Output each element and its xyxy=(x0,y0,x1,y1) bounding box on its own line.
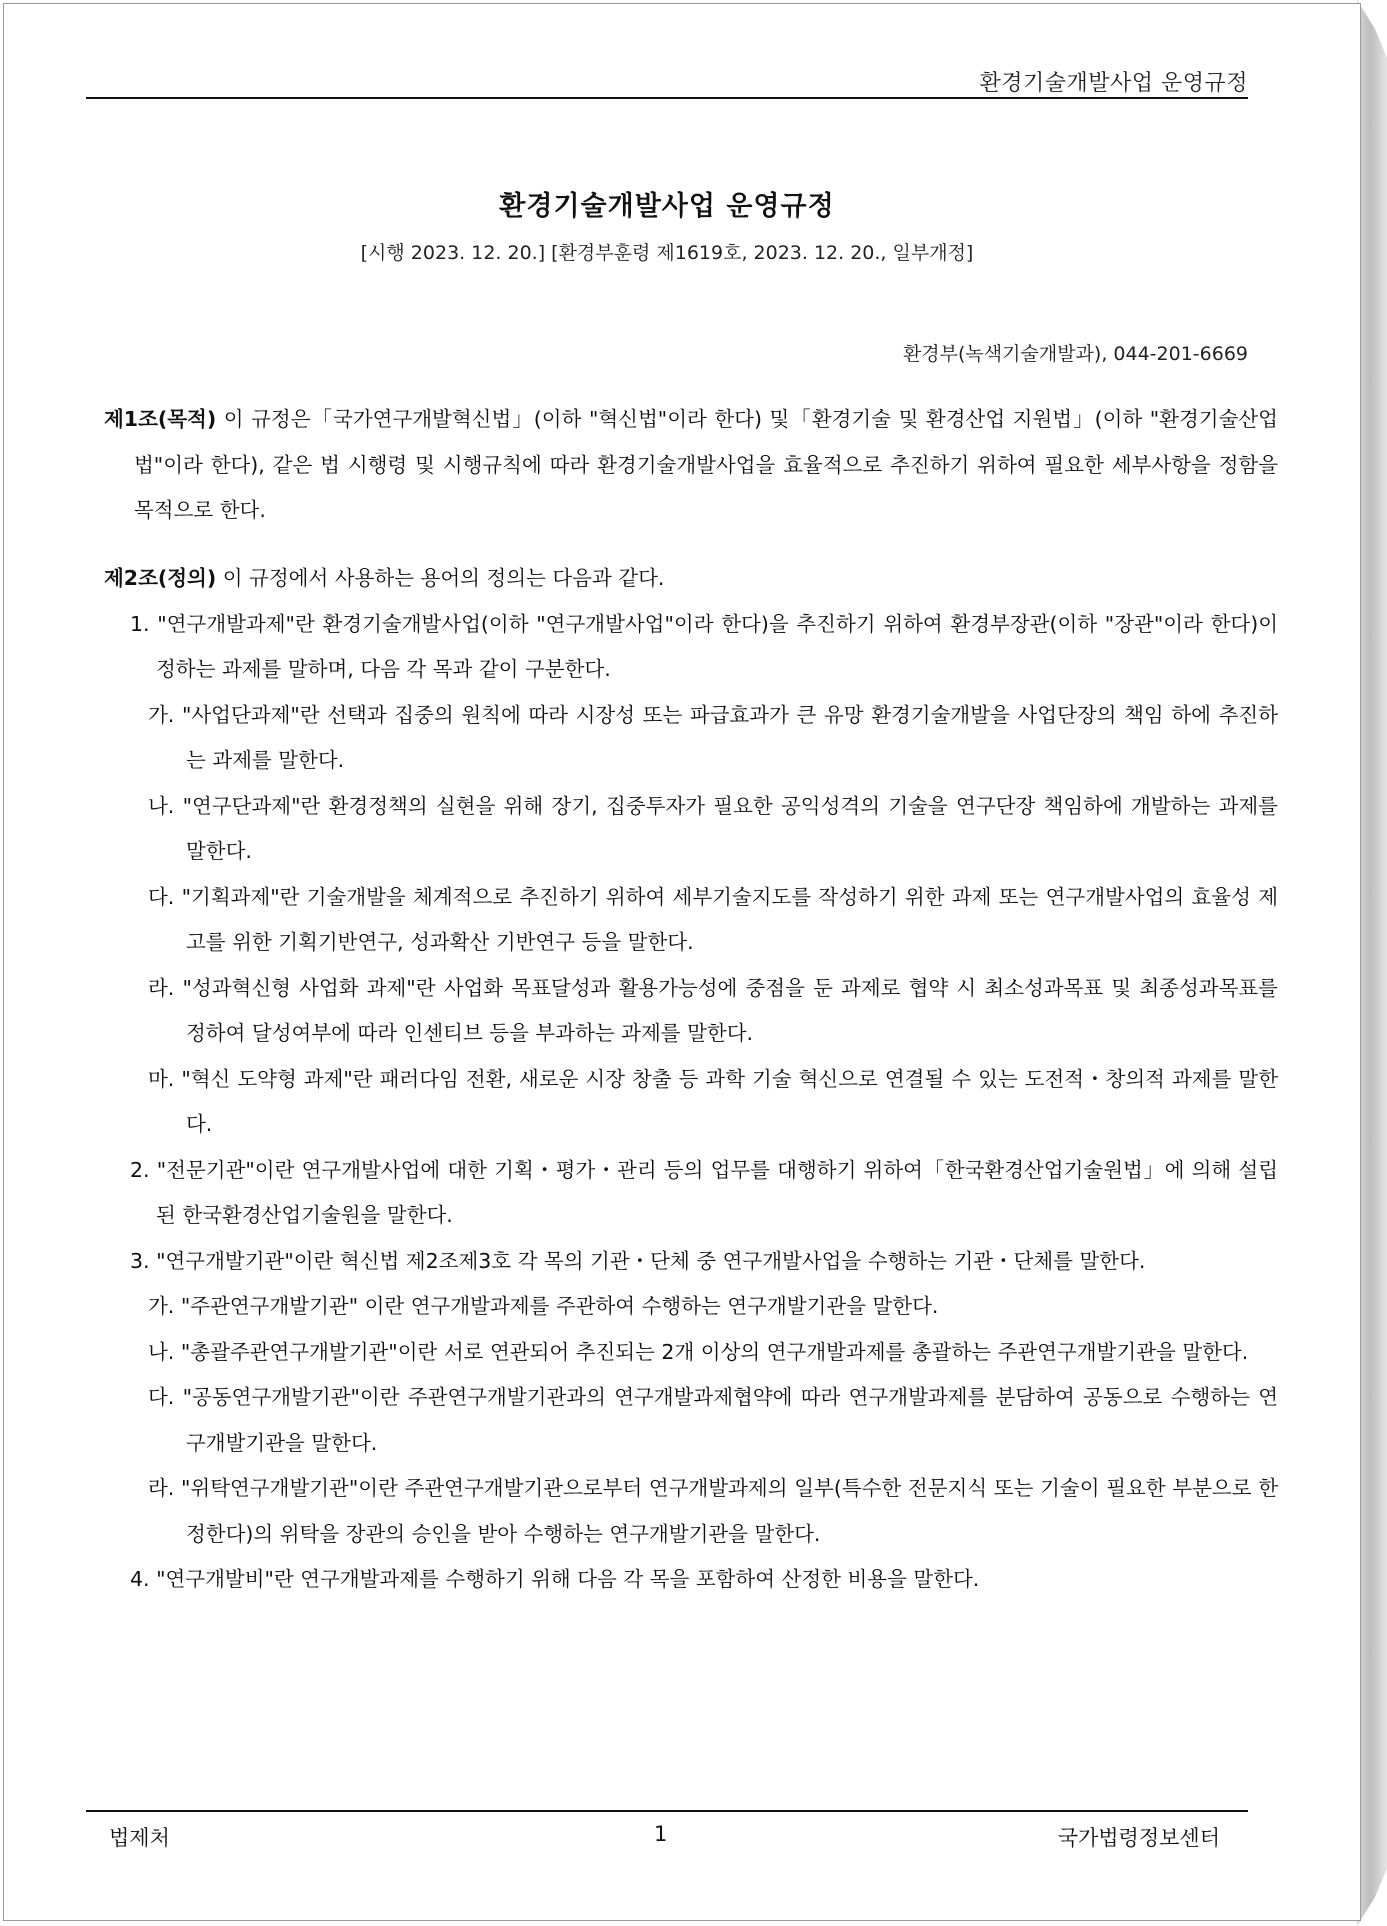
definition-subitem: 나. "총괄주관연구개발기관"이란 서로 연관되어 추진되는 2개 이상의 연구개발과제를 총괄하는 주관연구개발기관을 말한다. xyxy=(148,1339,1249,1364)
article-1 xyxy=(104,397,1278,534)
page-curl-shadow xyxy=(1357,0,1387,1926)
running-header-title: 환경기술개발사업 운영규정 xyxy=(979,71,1248,96)
definition-subitem: 라. "성과혁신형 사업화 과제"란 사업화 목표달성과 활용가능성에 중점을 둔 과제로 협약 시 최소성과목표 및 최종성과목표를 정하여 달성여부에 따라 인센티브 등을 부과하는 과제를 말한다. xyxy=(148,975,1278,1045)
definition-subitem: 다. "공동연구개발기관"이란 주관연구개발기관과의 연구개발과제협약에 따라 연구개발과제를 분담하여 공동으로 수행하는 연구개발기관을 말한다. xyxy=(148,1385,1278,1455)
footer-source: 법제처 xyxy=(109,1826,170,1850)
ministry-contact: 환경부(녹색기술개발과), 044-201-6669 xyxy=(902,343,1248,365)
footer-rule xyxy=(86,1810,1248,1812)
definition-subitem: 마. "혁신 도약형 과제"란 패러다임 전환, 새로운 시장 창출 등 과학 기술 혁신으로 연결될 수 있는 도전적・창의적 과제를 말한다. xyxy=(148,1066,1278,1136)
article-2 xyxy=(104,556,1278,1603)
header-rule xyxy=(86,97,1248,99)
document-page xyxy=(3,3,1361,1921)
definition-subitem: 가. "사업단과제"란 선택과 집중의 원칙에 따라 시장성 또는 파급효과가 큰 유망 환경기술개발을 사업단장의 책임 하에 추진하는 과제를 말한다. xyxy=(148,702,1278,772)
page-number: 1 xyxy=(654,1822,668,1846)
definition-item-4: 4. "연구개발비"란 연구개발과제를 수행하기 위해 다음 각 목을 포함하여 산정한 비용을 말한다. xyxy=(130,1567,980,1591)
definition-item-3: 3. "연구개발기관"이란 혁신법 제2조제3호 각 목의 기관・단체 중 연구개발사업을 수행하는 기관・단체를 말한다. xyxy=(130,1248,1146,1273)
definition-subitem: 라. "위탁연구개발기관"이란 주관연구개발기관으로부터 연구개발과제의 일부(특수한 전문지식 또는 기술이 필요한 부분으로 한정한다)의 위탁을 장관의 승인을 받아 수행하는 연구개발기관을 말한다. xyxy=(148,1476,1278,1546)
article-text: 이 규정에서 사용하는 용어의 정의는 다음과 같다. xyxy=(216,566,665,590)
article-text: 이 규정은「국가연구개발혁신법」(이하 "혁신법"이라 한다) 및「환경기술 및 환경산업 지원법」(이하 "환경기술산업법"이라 한다), 같은 법 시행령 및 시행규칙에 따라 환경기술개발사업을 효율적으로 추진하기 위하여 필요한 세부사항을 정함을 목적으로 한다. xyxy=(134,407,1278,522)
article-label: 제1조(목적) xyxy=(104,407,217,431)
definition-subitem: 나. "연구단과제"란 환경정책의 실현을 위해 장기, 집중투자가 필요한 공익성격의 기술을 연구단장 책임하에 개발하는 과제를 말한다. xyxy=(148,793,1278,863)
definition-item-1: 1. "연구개발과제"란 환경기술개발사업(이하 "연구개발사업"이라 한다)을 추진하기 위하여 환경부장관(이하 "장관"이라 한다)이 정하는 과제를 말하며, 다음 각 목과 같이 구분한다. xyxy=(130,611,1278,681)
definition-subitem: 다. "기획과제"란 기술개발을 체계적으로 추진하기 위하여 세부기술지도를 작성하기 위한 과제 또는 연구개발사업의 효율성 제고를 위한 기획기반연구, 성과확산 기반연구 등을 말한다. xyxy=(148,884,1278,954)
footer-provider: 국가법령정보센터 xyxy=(1057,1826,1220,1850)
article-label: 제2조(정의) xyxy=(104,566,217,590)
definition-subitem: 가. "주관연구개발기관" 이란 연구개발과제를 주관하여 수행하는 연구개발기관을 말한다. xyxy=(148,1294,939,1318)
enforcement-info: [시행 2023. 12. 20.] [환경부훈령 제1619호, 2023. 12. 20., 일부개정] xyxy=(360,242,974,264)
definition-item-2: 2. "전문기관"이란 연구개발사업에 대한 기획・평가・관리 등의 업무를 대행하기 위하여「한국환경산업기술원법」에 의해 설립된 한국환경산업기술원을 말한다. xyxy=(130,1157,1278,1227)
document-title: 환경기술개발사업 운영규정 xyxy=(499,191,835,222)
